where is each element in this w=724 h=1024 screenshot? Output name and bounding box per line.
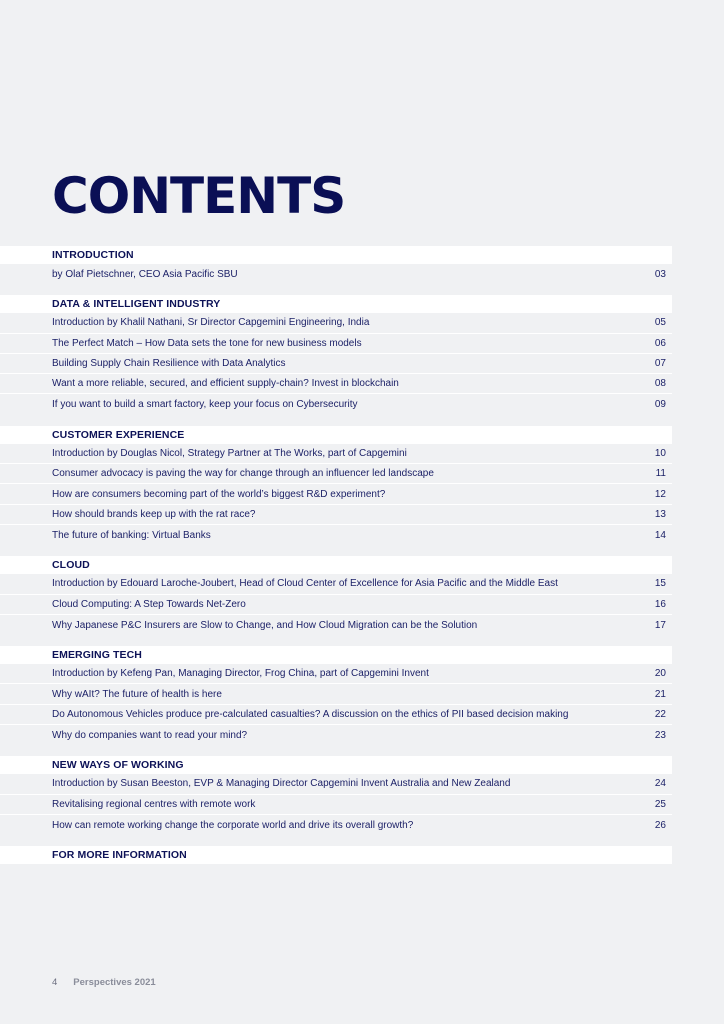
toc-entry[interactable] [0,313,672,333]
toc-entry-title: The Perfect Match – How Data sets the tone for new business models [52,337,362,349]
toc-section [0,756,672,835]
toc-entry-page: 22 [654,708,666,720]
toc-entry[interactable] [0,525,672,545]
toc-entry-page: 13 [654,508,666,520]
toc-entry-page: 05 [654,317,666,329]
toc-section [0,426,672,545]
toc-entry-title: Why wAIt? The future of health is here [52,688,222,700]
toc-entry-title: by Olaf Pietschner, CEO Asia Pacific SBU [52,268,238,280]
toc-entry[interactable] [0,595,672,615]
toc-entry-title: Want a more reliable, secured, and efficient supply-chain? Invest in blockchain [52,378,399,390]
toc-entry-page: 08 [654,378,666,390]
toc-entry[interactable] [0,795,672,815]
toc-entry-page: 23 [654,729,666,741]
toc-entry[interactable] [0,394,672,414]
toc-entry[interactable] [0,684,672,704]
toc-entry-title: Introduction by Kefeng Pan, Managing Director, Frog China, part of Capgemini Invent [52,668,429,680]
section-heading-band [0,426,672,444]
toc-entry[interactable] [0,444,672,464]
section-heading: CLOUD [52,559,90,572]
page-number: 4 [52,977,58,988]
section-heading-band [0,246,672,264]
toc-entry-title: Introduction by Edouard Laroche-Joubert, Head of Cloud Center of Excellence for Asia Pacific and the Middle East [52,578,558,590]
toc-entry[interactable] [0,664,672,684]
section-heading-band [0,846,672,864]
toc-entry[interactable] [0,505,672,525]
toc-entry[interactable] [0,484,672,504]
toc-entry[interactable] [0,334,672,354]
toc-entry[interactable] [0,774,672,794]
toc-section [0,295,672,414]
toc-entry[interactable] [0,464,672,484]
toc-entry[interactable] [0,815,672,835]
toc-entry-title: Introduction by Susan Beeston, EVP & Managing Director Capgemini Invent Australia and New Zealand [52,778,511,790]
toc-entry-title: Consumer advocacy is paving the way for change through an influencer led landscape [52,468,434,480]
toc-entry-page: 20 [654,668,666,680]
toc-entry-title: Why Japanese P&C Insurers are Slow to Change, and How Cloud Migration can be the Solution [52,619,478,631]
toc-entry-title: If you want to build a smart factory, keep your focus on Cybersecurity [52,399,358,411]
toc-entry-page: 21 [654,688,666,700]
toc-entry-page: 14 [654,529,666,541]
section-heading: DATA & INTELLIGENT INDUSTRY [52,298,221,311]
toc-entry[interactable] [0,725,672,745]
section-heading: CUSTOMER EXPERIENCE [52,428,185,441]
toc-entry-title: Why do companies want to read your mind? [52,729,248,741]
toc-entry-title: Do Autonomous Vehicles produce pre-calculated casualties? A discussion on the ethics of PII based decision making [52,708,569,720]
toc-entry[interactable] [0,264,672,284]
section-heading: EMERGING TECH [52,649,142,662]
section-heading-band [0,295,672,313]
toc-entry-title: The future of banking: Virtual Banks [52,529,211,541]
toc-entry[interactable] [0,615,672,635]
toc-entry-page: 10 [654,447,666,459]
toc-entry-page: 26 [654,819,666,831]
toc-entry[interactable] [0,705,672,725]
section-heading: FOR MORE INFORMATION [52,849,187,862]
section-heading-band [0,756,672,774]
toc-entry[interactable] [0,574,672,594]
toc-section [0,846,672,864]
section-heading-band [0,556,672,574]
toc-section [0,556,672,635]
table-of-contents [0,246,672,875]
toc-entry-page: 06 [654,337,666,349]
toc-entry-title: How are consumers becoming part of the world’s biggest R&D experiment? [52,488,386,500]
page-footer [52,977,156,988]
toc-entry-title: Revitalising regional centres with remote work [52,798,256,810]
toc-entry-title: How should brands keep up with the rat race? [52,508,256,520]
section-heading-band [0,646,672,664]
toc-entry-page: 11 [655,468,666,480]
page-title: CONTENTS [52,167,346,225]
toc-entry-title: Cloud Computing: A Step Towards Net-Zero [52,598,246,610]
toc-entry[interactable] [0,374,672,394]
toc-entry-title: Introduction by Douglas Nicol, Strategy Partner at The Works, part of Capgemini [52,447,407,459]
publication-name: Perspectives 2021 [73,977,156,988]
toc-entry-page: 12 [654,488,666,500]
toc-entry-title: How can remote working change the corporate world and drive its overall growth? [52,819,414,831]
toc-entry[interactable] [0,354,672,374]
section-heading: NEW WAYS OF WORKING [52,759,184,772]
toc-section [0,246,672,284]
toc-entry-page: 07 [654,358,666,370]
toc-entry-title: Building Supply Chain Resilience with Data Analytics [52,358,286,370]
toc-section [0,646,672,745]
toc-entry-page: 03 [654,268,666,280]
toc-entry-page: 17 [654,619,666,631]
toc-entry-page: 15 [654,578,666,590]
toc-entry-page: 24 [654,778,666,790]
toc-entry-page: 25 [654,798,666,810]
toc-entry-page: 09 [654,399,666,411]
section-heading: INTRODUCTION [52,249,134,261]
toc-entry-title: Introduction by Khalil Nathani, Sr Director Capgemini Engineering, India [52,317,370,329]
toc-entry-page: 16 [654,598,666,610]
